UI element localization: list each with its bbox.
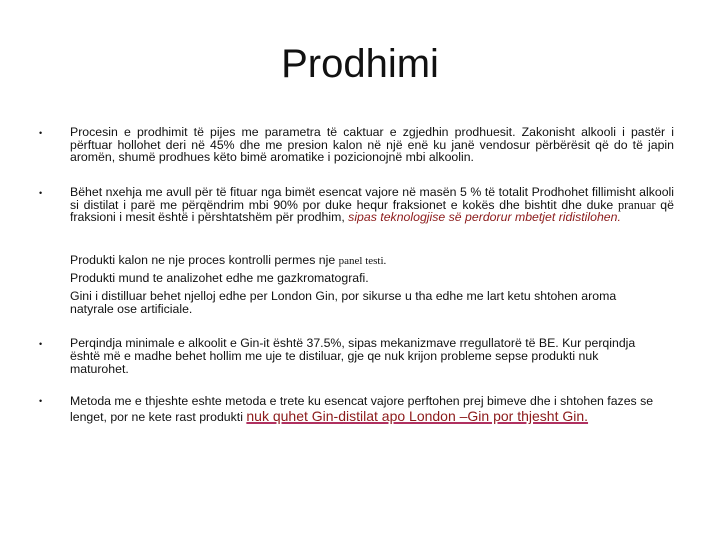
bullet-marker: • xyxy=(39,128,43,138)
bullet-text-2: Bëhet nxehja me avull për të fituar nga bimët esencat vajore në masën 5 % të totalit Prodhohet fillimisht alkooli si distilat i parë me përqëndrim mbi 90% por duke hequr fraksionet e kokës dhe bishtit dhe duke pranuar që fraksioni i mesit është i përshtatshëm për prodhim, sipas teknologjise së perdorur mbetjet ridistilohen. xyxy=(70,185,674,225)
paragraph-london-gin: Gini i distilluar behet njelloj edhe per London Gin, por sikurse u tha edhe me lart ketu shtohen aroma natyrale ose artificiale. xyxy=(70,289,617,316)
page-title: Prodhimi xyxy=(281,42,439,86)
bullet-text-1: Procesin e prodhimit të pijes me parametra të caktuar e zgjedhin prodhuesit. Zakonisht alkooli i pastër i përftuar hollohet deri në 45% dhe me presion kalon në një enë ku janë vendosur përbërësit që do të japin aromën, shumë prodhues këto bimë aromatike i pozicionojnë mbi alkoolin. xyxy=(70,125,674,165)
bullet-marker: • xyxy=(39,339,43,349)
paragraph-gazkromatografi: Produkti mund te analizohet edhe me gazkromatografi. xyxy=(70,271,369,285)
bullet-text-4: Metoda me e thjeshte eshte metoda e trete ku esencat vajore perftohen prej bimeve dhe i shtohen fazes se lenget, por ne kete rast produkti nuk quhet Gin-distilat apo London –Gin por thjesht Gin. xyxy=(70,394,654,424)
gin-definition-link[interactable]: nuk quhet Gin-distilat apo London –Gin por thjesht Gin. xyxy=(246,408,589,424)
bullet-marker: • xyxy=(39,396,43,406)
bullet-marker: • xyxy=(39,188,43,198)
paragraph-panel-test: Produkti kalon ne nje proces kontrolli permes nje panel testi. xyxy=(70,253,387,267)
bullet-text-3: Perqindja minimale e alkoolit e Gin-it është 37.5%, sipas mekanizmave rregullatorë të BE. Kur perqindja është më e madhe behet hollim me uje te distiluar, gje qe nuk krijon probleme sepse produkti nuk maturohet. xyxy=(70,336,636,376)
